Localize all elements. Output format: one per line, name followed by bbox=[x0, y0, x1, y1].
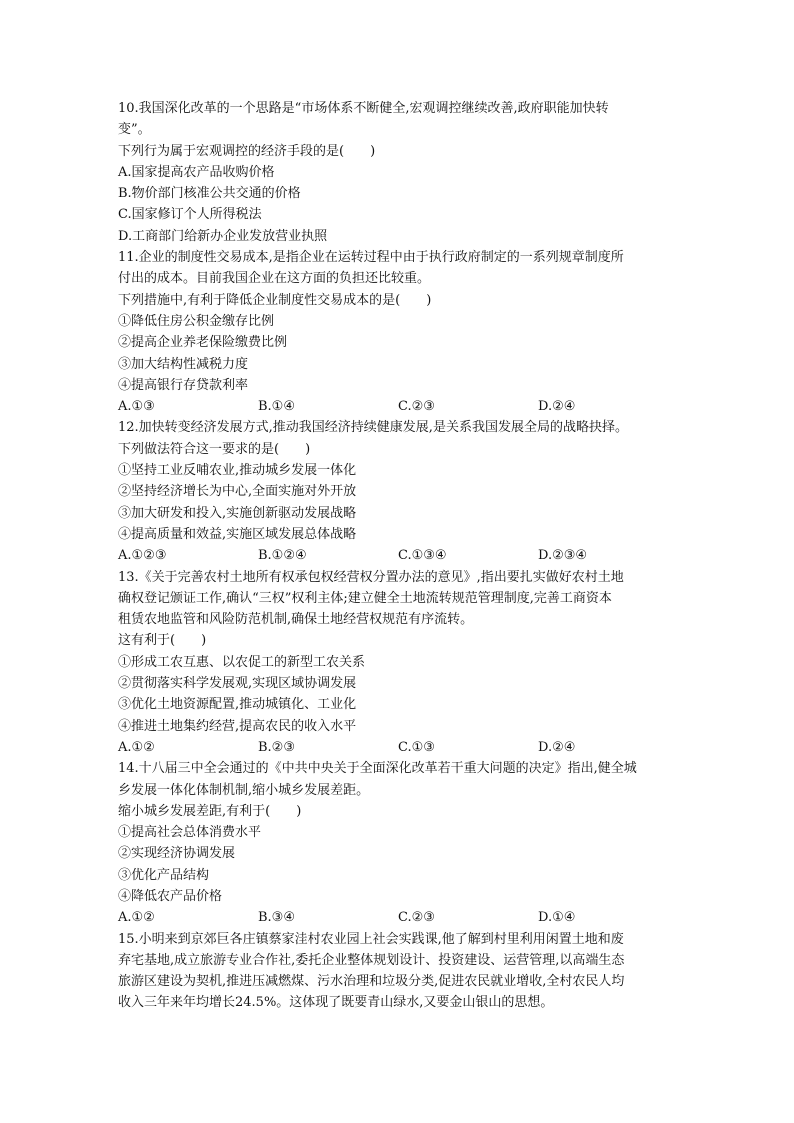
q15-stem-line-3: 旅游区建设为契机,推进压减燃煤、污水治理和垃圾分类,促进农民就业增收,全村农民人均 bbox=[118, 974, 625, 990]
exam-page bbox=[118, 98, 678, 1014]
q13-statement-1: ①形成工农互惠、以农促工的新型工农关系 bbox=[118, 654, 366, 670]
q14-options bbox=[118, 907, 678, 928]
q14-option-c: C.②③ bbox=[398, 910, 435, 926]
q10-option-a: A.国家提高农产品收购价格 bbox=[118, 164, 275, 180]
q12-options bbox=[118, 545, 678, 566]
q13-statement-4: ④推进土地集约经营,提高农民的收入水平 bbox=[118, 718, 357, 734]
q11-options bbox=[118, 396, 678, 417]
q12-stem-line-1: 12.加快转变经济发展方式,推动我国经济持续健康发展,是关系我国发展全局的战略抉择。 bbox=[118, 420, 628, 436]
q14-statement-4: ④降低农产品价格 bbox=[118, 888, 223, 904]
q11-statement-2: ②提高企业养老保险缴费比例 bbox=[118, 335, 288, 351]
q13-stem-line-3: 租赁农地监管和风险防范机制,确保土地经营权规范有序流转。 bbox=[118, 612, 474, 628]
q12-option-b: B.①②④ bbox=[258, 548, 307, 564]
q12-option-c: C.①③④ bbox=[398, 548, 447, 564]
q11-prompt: 下列措施中,有利于降低企业制度性交易成本的是( ) bbox=[118, 292, 432, 308]
question-13 bbox=[118, 567, 678, 759]
q11-option-c: C.②③ bbox=[398, 399, 435, 415]
q14-stem-line-2: 乡发展一体化体制机制,缩小城乡发展差距。 bbox=[118, 782, 370, 798]
question-11 bbox=[118, 247, 678, 417]
q13-option-d: D.②④ bbox=[538, 739, 576, 755]
question-14 bbox=[118, 758, 678, 928]
q12-statement-1: ①坚持工业反哺农业,推动城乡发展一体化 bbox=[118, 463, 357, 479]
q11-statement-1: ①降低住房公积金缴存比例 bbox=[118, 313, 275, 329]
q11-statement-4: ④提高银行存贷款利率 bbox=[118, 377, 249, 393]
q14-option-a: A.①② bbox=[118, 910, 155, 926]
q15-stem-line-4: 收入三年来年均增长24.5%。这体现了既要青山绿水,又要金山银山的思想。 bbox=[118, 995, 554, 1011]
q14-statement-1: ①提高社会总体消费水平 bbox=[118, 825, 262, 841]
q12-statement-4: ④提高质量和效益,实施区域发展总体战略 bbox=[118, 526, 357, 542]
q12-prompt: 下列做法符合这一要求的是( ) bbox=[118, 441, 311, 457]
q13-stem-line-2: 确权登记颁证工作,确认“三权”权利主体;建立健全土地流转规范管理制度,完善工商资本 bbox=[118, 590, 612, 606]
q10-stem-line-2: 变”。 bbox=[118, 122, 151, 138]
q12-option-d: D.②③④ bbox=[538, 548, 588, 564]
q15-stem-line-1: 15.小明来到京郊巨各庄镇蔡家洼村农业园上社会实践课,他了解到村里利用闲置土地和废 bbox=[118, 931, 624, 947]
q12-statement-2: ②坚持经济增长为中心,全面实施对外开放 bbox=[118, 484, 357, 500]
q13-option-b: B.②③ bbox=[258, 739, 295, 755]
q13-stem-line-1: 13.《关于完善农村土地所有权承包权经营权分置办法的意见》,指出要扎实做好农村土地 bbox=[118, 569, 624, 585]
q11-statement-3: ③加大结构性减税力度 bbox=[118, 356, 249, 372]
q13-statement-2: ②贯彻落实科学发展观,实现区域协调发展 bbox=[118, 676, 357, 692]
q14-stem-line-1: 14.十八届三中全会通过的《中共中央关于全面深化改革若干重大问题的决定》指出,健全城 bbox=[118, 761, 637, 777]
q13-option-a: A.①② bbox=[118, 739, 155, 755]
q11-stem-line-2: 付出的成本。目前我国企业在这方面的负担还比较重。 bbox=[118, 271, 431, 287]
q10-option-d: D.工商部门给新办企业发放营业执照 bbox=[118, 228, 328, 244]
q11-option-a: A.①③ bbox=[118, 399, 155, 415]
q13-options bbox=[118, 737, 678, 758]
q11-stem-line-1: 11.企业的制度性交易成本,是指企业在运转过程中由于执行政府制定的一系列规章制度所 bbox=[118, 250, 624, 266]
q13-option-c: C.①③ bbox=[398, 739, 435, 755]
q10-prompt: 下列行为属于宏观调控的经济手段的是( ) bbox=[118, 143, 376, 159]
q12-statement-3: ③加大研发和投入,实施创新驱动发展战略 bbox=[118, 505, 357, 521]
q10-option-b: B.物价部门核准公共交通的价格 bbox=[118, 186, 301, 202]
q14-statement-3: ③优化产品结构 bbox=[118, 867, 210, 883]
question-10 bbox=[118, 98, 678, 247]
q14-option-d: D.①④ bbox=[538, 910, 576, 926]
q11-option-b: B.①④ bbox=[258, 399, 295, 415]
q14-prompt: 缩小城乡发展差距,有利于( ) bbox=[118, 803, 302, 819]
q12-option-a: A.①②③ bbox=[118, 548, 167, 564]
q14-option-b: B.③④ bbox=[258, 910, 295, 926]
question-12 bbox=[118, 417, 678, 566]
q10-option-c: C.国家修订个人所得税法 bbox=[118, 207, 262, 223]
q13-prompt: 这有利于( ) bbox=[118, 633, 207, 649]
q15-stem-line-2: 弃宅基地,成立旅游专业合作社,委托企业整体规划设计、投资建设、运营管理,以高端生态 bbox=[118, 952, 625, 968]
question-15 bbox=[118, 929, 678, 1014]
q11-option-d: D.②④ bbox=[538, 399, 576, 415]
q10-stem-line-1: 10.我国深化改革的一个思路是“市场体系不断健全,宏观调控继续改善,政府职能加快转 bbox=[118, 101, 609, 116]
q14-statement-2: ②实现经济协调发展 bbox=[118, 846, 236, 862]
q13-statement-3: ③优化土地资源配置,推动城镇化、工业化 bbox=[118, 697, 357, 713]
